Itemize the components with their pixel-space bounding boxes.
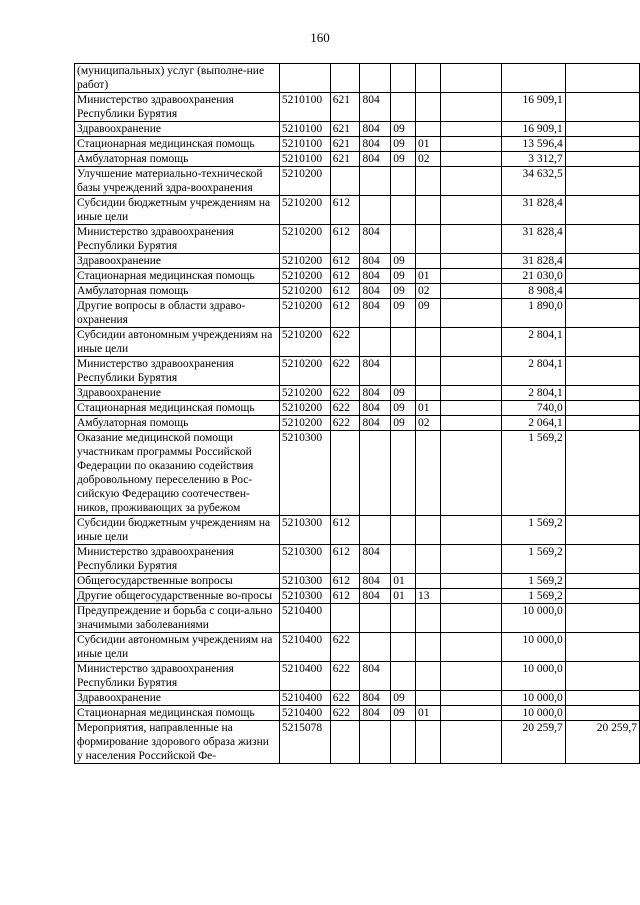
ministry-code-cell: 804 [360, 137, 391, 152]
row-name-cell: (муниципальных) услуг (выполне-ние работ) [75, 64, 280, 93]
budget-table [74, 63, 640, 764]
amount-federal-cell [565, 691, 639, 706]
amount-federal-cell [565, 431, 639, 516]
empty-cell [440, 152, 501, 167]
target-code-cell: 5210200 [279, 284, 330, 299]
target-code-cell: 5210300 [279, 589, 330, 604]
expense-type-cell: 621 [330, 93, 360, 122]
section-cell: 09 [391, 152, 416, 167]
amount-federal-cell [565, 122, 639, 137]
subsection-cell [416, 431, 441, 516]
amount-cell: 20 259,7 [502, 721, 566, 764]
amount-cell: 10 000,0 [502, 633, 566, 662]
row-name-cell: Стационарная медицинская помощь [75, 137, 280, 152]
target-code-cell: 5210100 [279, 122, 330, 137]
table-row [75, 284, 640, 299]
expense-type-cell: 622 [330, 401, 360, 416]
empty-cell [440, 64, 501, 93]
empty-cell [440, 196, 501, 225]
section-cell: 01 [391, 574, 416, 589]
section-cell: 01 [391, 589, 416, 604]
amount-federal-cell [565, 633, 639, 662]
amount-federal-cell [565, 93, 639, 122]
row-name-cell: Стационарная медицинская помощь [75, 401, 280, 416]
section-cell [391, 225, 416, 254]
amount-cell: 1 569,2 [502, 545, 566, 574]
empty-cell [440, 662, 501, 691]
empty-cell [440, 633, 501, 662]
target-code-cell: 5210200 [279, 225, 330, 254]
ministry-code-cell: 804 [360, 357, 391, 386]
amount-federal-cell [565, 357, 639, 386]
section-cell [391, 545, 416, 574]
empty-cell [440, 416, 501, 431]
section-cell: 09 [391, 299, 416, 328]
section-cell: 09 [391, 386, 416, 401]
target-code-cell: 5210300 [279, 545, 330, 574]
empty-cell [440, 604, 501, 633]
ministry-code-cell [360, 516, 391, 545]
ministry-code-cell: 804 [360, 545, 391, 574]
row-name-cell: Стационарная медицинская помощь [75, 706, 280, 721]
expense-type-cell: 622 [330, 706, 360, 721]
empty-cell [440, 589, 501, 604]
row-name-cell: Амбулаторная помощь [75, 152, 280, 167]
amount-cell: 16 909,1 [502, 122, 566, 137]
ministry-code-cell [360, 721, 391, 764]
subsection-cell [416, 225, 441, 254]
target-code-cell: 5210100 [279, 137, 330, 152]
expense-type-cell: 612 [330, 269, 360, 284]
table-row [75, 64, 640, 93]
amount-cell: 16 909,1 [502, 93, 566, 122]
table-row [75, 662, 640, 691]
row-name-cell: Предупреждение и борьба с соци-ально значимыми заболеваниями [75, 604, 280, 633]
empty-cell [440, 284, 501, 299]
amount-federal-cell [565, 401, 639, 416]
row-name-cell: Амбулаторная помощь [75, 416, 280, 431]
expense-type-cell: 622 [330, 662, 360, 691]
expense-type-cell: 612 [330, 254, 360, 269]
table-row [75, 589, 640, 604]
expense-type-cell: 612 [330, 574, 360, 589]
row-name-cell: Министерство здравоохранения Республики Бурятия [75, 662, 280, 691]
table-row [75, 545, 640, 574]
table-row [75, 328, 640, 357]
subsection-cell: 01 [416, 706, 441, 721]
subsection-cell [416, 64, 441, 93]
section-cell [391, 604, 416, 633]
row-name-cell: Стационарная медицинская помощь [75, 269, 280, 284]
amount-cell: 2 804,1 [502, 386, 566, 401]
amount-federal-cell [565, 574, 639, 589]
amount-cell: 10 000,0 [502, 604, 566, 633]
table-row [75, 691, 640, 706]
ministry-code-cell [360, 328, 391, 357]
section-cell [391, 357, 416, 386]
subsection-cell [416, 604, 441, 633]
ministry-code-cell: 804 [360, 254, 391, 269]
row-name-cell: Министерство здравоохранения Республики Бурятия [75, 225, 280, 254]
table-row [75, 516, 640, 545]
table-row [75, 269, 640, 284]
subsection-cell [416, 167, 441, 196]
amount-cell: 8 908,4 [502, 284, 566, 299]
target-code-cell: 5210200 [279, 299, 330, 328]
amount-federal-cell [565, 167, 639, 196]
expense-type-cell: 612 [330, 299, 360, 328]
row-name-cell: Улучшение материально-технической базы учреждений здра-воохранения [75, 167, 280, 196]
empty-cell [440, 401, 501, 416]
section-cell [391, 431, 416, 516]
subsection-cell [416, 545, 441, 574]
ministry-code-cell: 804 [360, 706, 391, 721]
ministry-code-cell: 804 [360, 269, 391, 284]
subsection-cell: 09 [416, 299, 441, 328]
ministry-code-cell [360, 64, 391, 93]
empty-cell [440, 574, 501, 589]
row-name-cell: Здравоохранение [75, 386, 280, 401]
ministry-code-cell: 804 [360, 284, 391, 299]
empty-cell [440, 706, 501, 721]
table-row [75, 401, 640, 416]
table-row [75, 167, 640, 196]
target-code-cell: 5210300 [279, 431, 330, 516]
empty-cell [440, 299, 501, 328]
ministry-code-cell: 804 [360, 574, 391, 589]
empty-cell [440, 516, 501, 545]
page-number: 160 [310, 30, 330, 45]
target-code-cell: 5210300 [279, 516, 330, 545]
row-name-cell: Здравоохранение [75, 691, 280, 706]
ministry-code-cell: 804 [360, 416, 391, 431]
expense-type-cell: 622 [330, 633, 360, 662]
subsection-cell: 02 [416, 284, 441, 299]
ministry-code-cell: 804 [360, 299, 391, 328]
table-row [75, 152, 640, 167]
expense-type-cell: 612 [330, 545, 360, 574]
subsection-cell [416, 574, 441, 589]
empty-cell [440, 225, 501, 254]
subsection-cell [416, 357, 441, 386]
table-row [75, 254, 640, 269]
empty-cell [440, 431, 501, 516]
table-row [75, 721, 640, 764]
expense-type-cell [330, 64, 360, 93]
section-cell: 09 [391, 269, 416, 284]
subsection-cell [416, 93, 441, 122]
section-cell [391, 633, 416, 662]
amount-cell: 31 828,4 [502, 225, 566, 254]
amount-federal-cell [565, 706, 639, 721]
table-row [75, 386, 640, 401]
target-code-cell: 5210400 [279, 662, 330, 691]
expense-type-cell: 622 [330, 416, 360, 431]
amount-federal-cell [565, 545, 639, 574]
amount-federal-cell [565, 662, 639, 691]
ministry-code-cell [360, 167, 391, 196]
subsection-cell [416, 633, 441, 662]
target-code-cell: 5215078 [279, 721, 330, 764]
empty-cell [440, 254, 501, 269]
target-code-cell: 5210400 [279, 633, 330, 662]
amount-cell: 3 312,7 [502, 152, 566, 167]
target-code-cell: 5210200 [279, 386, 330, 401]
empty-cell [440, 93, 501, 122]
subsection-cell [416, 721, 441, 764]
section-cell [391, 196, 416, 225]
empty-cell [440, 721, 501, 764]
amount-federal-cell [565, 225, 639, 254]
subsection-cell: 02 [416, 416, 441, 431]
ministry-code-cell: 804 [360, 691, 391, 706]
expense-type-cell: 621 [330, 137, 360, 152]
section-cell: 09 [391, 284, 416, 299]
amount-federal-cell [565, 64, 639, 93]
expense-type-cell: 621 [330, 122, 360, 137]
expense-type-cell: 612 [330, 284, 360, 299]
row-name-cell: Субсидии бюджетным учреждениям на иные цели [75, 516, 280, 545]
row-name-cell: Министерство здравоохранения Республики Бурятия [75, 357, 280, 386]
target-code-cell: 5210200 [279, 357, 330, 386]
amount-cell: 31 828,4 [502, 254, 566, 269]
amount-federal-cell [565, 152, 639, 167]
amount-cell: 1 569,2 [502, 516, 566, 545]
row-name-cell: Субсидии автономным учреждениям на иные цели [75, 328, 280, 357]
amount-federal-cell [565, 604, 639, 633]
row-name-cell: Здравоохранение [75, 254, 280, 269]
row-name-cell: Оказание медицинской помощи участникам программы Российской Федерации по оказанию содействия добровольному переселению в Рос-сийскую Федерацию соотечествен-ников, проживающих за рубежом [75, 431, 280, 516]
section-cell: 09 [391, 691, 416, 706]
amount-cell: 13 596,4 [502, 137, 566, 152]
expense-type-cell: 612 [330, 225, 360, 254]
row-name-cell: Другие вопросы в области здраво-охранения [75, 299, 280, 328]
amount-federal-cell [565, 328, 639, 357]
ministry-code-cell: 804 [360, 152, 391, 167]
target-code-cell: 5210200 [279, 269, 330, 284]
row-name-cell: Общегосударственные вопросы [75, 574, 280, 589]
ministry-code-cell: 804 [360, 662, 391, 691]
amount-federal-cell [565, 137, 639, 152]
table-row [75, 196, 640, 225]
subsection-cell: 01 [416, 137, 441, 152]
amount-federal-cell [565, 416, 639, 431]
row-name-cell: Здравоохранение [75, 122, 280, 137]
subsection-cell: 02 [416, 152, 441, 167]
ministry-code-cell [360, 604, 391, 633]
target-code-cell: 5210200 [279, 167, 330, 196]
table-row [75, 706, 640, 721]
section-cell: 09 [391, 137, 416, 152]
expense-type-cell: 612 [330, 589, 360, 604]
section-cell [391, 516, 416, 545]
subsection-cell: 01 [416, 269, 441, 284]
row-name-cell: Субсидии автономным учреждениям на иные цели [75, 633, 280, 662]
table-row [75, 225, 640, 254]
expense-type-cell: 622 [330, 357, 360, 386]
row-name-cell: Мероприятия, направленные на формирование здорового образа жизни у населения Российской Фе- [75, 721, 280, 764]
row-name-cell: Министерство здравоохранения Республики Бурятия [75, 545, 280, 574]
empty-cell [440, 386, 501, 401]
target-code-cell: 5210200 [279, 196, 330, 225]
subsection-cell [416, 122, 441, 137]
target-code-cell: 5210400 [279, 706, 330, 721]
ministry-code-cell: 804 [360, 93, 391, 122]
empty-cell [440, 328, 501, 357]
amount-cell: 10 000,0 [502, 706, 566, 721]
expense-type-cell: 622 [330, 691, 360, 706]
target-code-cell [279, 64, 330, 93]
empty-cell [440, 545, 501, 574]
target-code-cell: 5210200 [279, 254, 330, 269]
section-cell [391, 662, 416, 691]
target-code-cell: 5210400 [279, 604, 330, 633]
subsection-cell: 01 [416, 401, 441, 416]
expense-type-cell: 612 [330, 516, 360, 545]
section-cell [391, 93, 416, 122]
section-cell: 09 [391, 416, 416, 431]
ministry-code-cell [360, 431, 391, 516]
empty-cell [440, 122, 501, 137]
ministry-code-cell: 804 [360, 386, 391, 401]
section-cell [391, 167, 416, 196]
row-name-cell: Другие общегосударственные во-просы [75, 589, 280, 604]
expense-type-cell: 612 [330, 196, 360, 225]
section-cell [391, 328, 416, 357]
amount-cell: 34 632,5 [502, 167, 566, 196]
amount-cell: 1 569,2 [502, 589, 566, 604]
expense-type-cell [330, 721, 360, 764]
target-code-cell: 5210200 [279, 416, 330, 431]
empty-cell [440, 691, 501, 706]
amount-federal-cell [565, 284, 639, 299]
expense-type-cell [330, 167, 360, 196]
amount-cell: 1 569,2 [502, 431, 566, 516]
expense-type-cell: 621 [330, 152, 360, 167]
row-name-cell: Министерство здравоохранения Республики Бурятия [75, 93, 280, 122]
target-code-cell: 5210200 [279, 328, 330, 357]
ministry-code-cell: 804 [360, 122, 391, 137]
row-name-cell: Амбулаторная помощь [75, 284, 280, 299]
ministry-code-cell: 804 [360, 589, 391, 604]
amount-cell: 10 000,0 [502, 662, 566, 691]
amount-federal-cell [565, 516, 639, 545]
subsection-cell [416, 254, 441, 269]
table-row [75, 431, 640, 516]
section-cell: 09 [391, 706, 416, 721]
empty-cell [440, 137, 501, 152]
expense-type-cell: 622 [330, 328, 360, 357]
subsection-cell: 13 [416, 589, 441, 604]
ministry-code-cell: 804 [360, 225, 391, 254]
empty-cell [440, 357, 501, 386]
row-name-cell: Субсидии бюджетным учреждениям на иные цели [75, 196, 280, 225]
target-code-cell: 5210100 [279, 93, 330, 122]
table-row [75, 633, 640, 662]
target-code-cell: 5210400 [279, 691, 330, 706]
target-code-cell: 5210100 [279, 152, 330, 167]
expense-type-cell: 622 [330, 386, 360, 401]
subsection-cell [416, 691, 441, 706]
section-cell [391, 64, 416, 93]
table-row [75, 299, 640, 328]
amount-federal-cell [565, 299, 639, 328]
amount-cell: 1 569,2 [502, 574, 566, 589]
table-row [75, 574, 640, 589]
amount-cell: 740,0 [502, 401, 566, 416]
amount-federal-cell [565, 386, 639, 401]
table-row [75, 416, 640, 431]
subsection-cell [416, 328, 441, 357]
ministry-code-cell: 804 [360, 401, 391, 416]
amount-cell: 2 804,1 [502, 328, 566, 357]
expense-type-cell [330, 604, 360, 633]
amount-federal-cell [565, 269, 639, 284]
target-code-cell: 5210300 [279, 574, 330, 589]
ministry-code-cell [360, 633, 391, 662]
table-row [75, 93, 640, 122]
empty-cell [440, 167, 501, 196]
subsection-cell [416, 196, 441, 225]
subsection-cell [416, 386, 441, 401]
amount-cell: 2 064,1 [502, 416, 566, 431]
subsection-cell [416, 662, 441, 691]
amount-cell [502, 64, 566, 93]
section-cell [391, 721, 416, 764]
section-cell: 09 [391, 401, 416, 416]
table-row [75, 357, 640, 386]
amount-federal-cell [565, 254, 639, 269]
amount-federal-cell [565, 589, 639, 604]
amount-cell: 31 828,4 [502, 196, 566, 225]
empty-cell [440, 269, 501, 284]
table-row [75, 604, 640, 633]
table-body [75, 64, 640, 764]
expense-type-cell [330, 431, 360, 516]
target-code-cell: 5210200 [279, 401, 330, 416]
amount-cell: 2 804,1 [502, 357, 566, 386]
amount-cell: 1 890,0 [502, 299, 566, 328]
amount-cell: 10 000,0 [502, 691, 566, 706]
section-cell: 09 [391, 254, 416, 269]
ministry-code-cell [360, 196, 391, 225]
subsection-cell [416, 516, 441, 545]
amount-federal-cell: 20 259,7 [565, 721, 639, 764]
section-cell: 09 [391, 122, 416, 137]
table-row [75, 122, 640, 137]
amount-federal-cell [565, 196, 639, 225]
amount-cell: 21 030,0 [502, 269, 566, 284]
table-row [75, 137, 640, 152]
